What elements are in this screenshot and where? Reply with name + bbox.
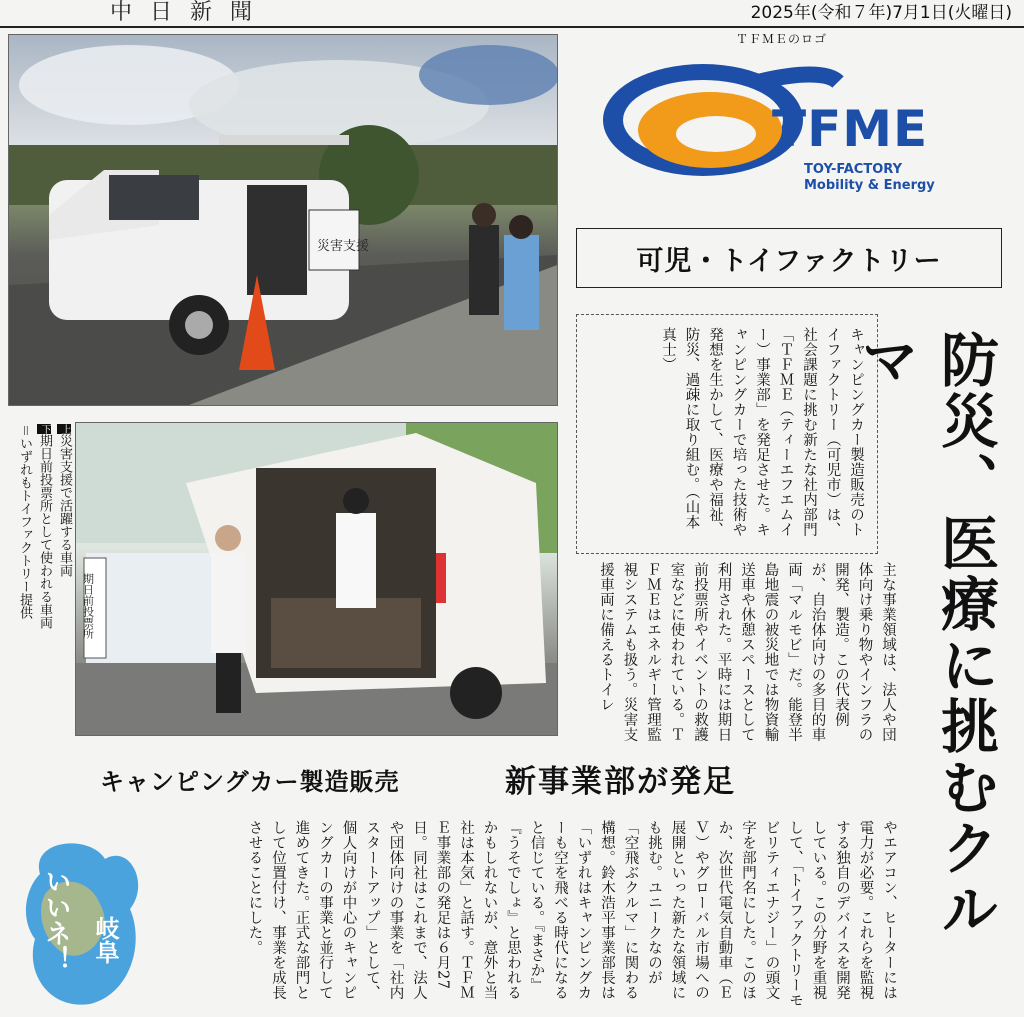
masthead	[0, 0, 1024, 28]
company-label: 可児・トイファクトリー	[576, 228, 1002, 288]
lead-box	[576, 314, 878, 554]
photo-caption	[8, 424, 74, 724]
subheadline-right: 新事業部が発足	[505, 764, 736, 800]
lead-text: キャンピングカー製造販売のトイファクトリー（可児市）は、社会課題に挑む新たな社内部門「ＴＦＭＥ（ティーエフエムイー）事業部」を発足させた。キャンピングカーで培った技術や発想を生かして、医療や福祉、防災、過疎に取り組む。（山本真士）	[660, 327, 864, 537]
paper-date: 2025年(令和７年)7月1日(火曜日)	[750, 3, 1012, 23]
door-sign-text: 災害支援	[317, 239, 370, 254]
article-body-upper: 主な事業領域は、法人や団体向け乗り物やインフラの開発、製造。この代表例が、自治体向けの多目的車両「マルモビ」だ。能登半島地震の被災地では物資輸送車や休憩スペースとして利用された。平時には期日前投票所やイベントの救護室などに使われている。ＴＦＭＥはエネルギー管理監視システムも扱う。災害支援車両に備えるトイレ	[598, 562, 896, 742]
photo-credit: ＝いずれもトイファクトリー提供	[17, 424, 32, 620]
photo-voting-van	[75, 422, 558, 736]
photo-disaster-van	[8, 34, 558, 406]
subheadline-left: キャンピングカー製造販売	[100, 768, 400, 796]
photo-caption-upper	[54, 424, 74, 724]
logo-wordmark: TFME	[772, 100, 929, 158]
logo-subtitle-1: TOY-FACTORY	[804, 162, 902, 177]
photo-disaster-van-drawing	[9, 35, 557, 405]
paper-name: 中日新聞	[110, 0, 271, 25]
badge-region: 岐阜	[91, 916, 119, 964]
lower-caption: 期日前投票所として使われる車両	[37, 434, 52, 629]
article-body-lower: やエアコン、ヒーターには電力が必要。これらを監視する独自のデバイスを開発している。この分野を重視して、「トイファクトリーモビリティエナジー」の頭文字を部門名にした。このほか、次世代電気自動車（ＥＶ）やグローバル市場への展開といった新たな領域にも挑む。ユニークなのが「空飛ぶクルマ」に関わる構想。鈴木浩平事業部長は「いずれはキャンピングカーも空を飛べる時代になると信じている。『まさか』『うそでしょ』と思われるかもしれないが、意外と当社は本気」と話す。ＴＦＭＥ事業部の発足は６月27日。同社はこれまで、法人や団体向けの事業を「社内スタートアップ」として、個人向けが中心のキャンピングカーの事業と並行して進めてきた。正式な部門として位置付け、事業を成長させることにした。	[246, 820, 897, 1008]
badge-text: いいネ！	[41, 868, 71, 972]
upper-caption: 災害支援で活躍する車両	[57, 434, 72, 577]
logo-subtitle-2: Mobility & Energy	[804, 178, 935, 193]
lower-mark: 下	[39, 424, 50, 434]
booth-sign-text: 期日前投票所	[81, 573, 95, 639]
main-headline: 防災、医療に挑むクルマ	[851, 330, 999, 940]
photo-voting-van-drawing	[76, 423, 557, 735]
logo-caption: ＴＦＭＥのロゴ	[736, 32, 828, 46]
upper-mark: 上	[59, 424, 70, 434]
photo-caption-lower	[34, 424, 54, 724]
